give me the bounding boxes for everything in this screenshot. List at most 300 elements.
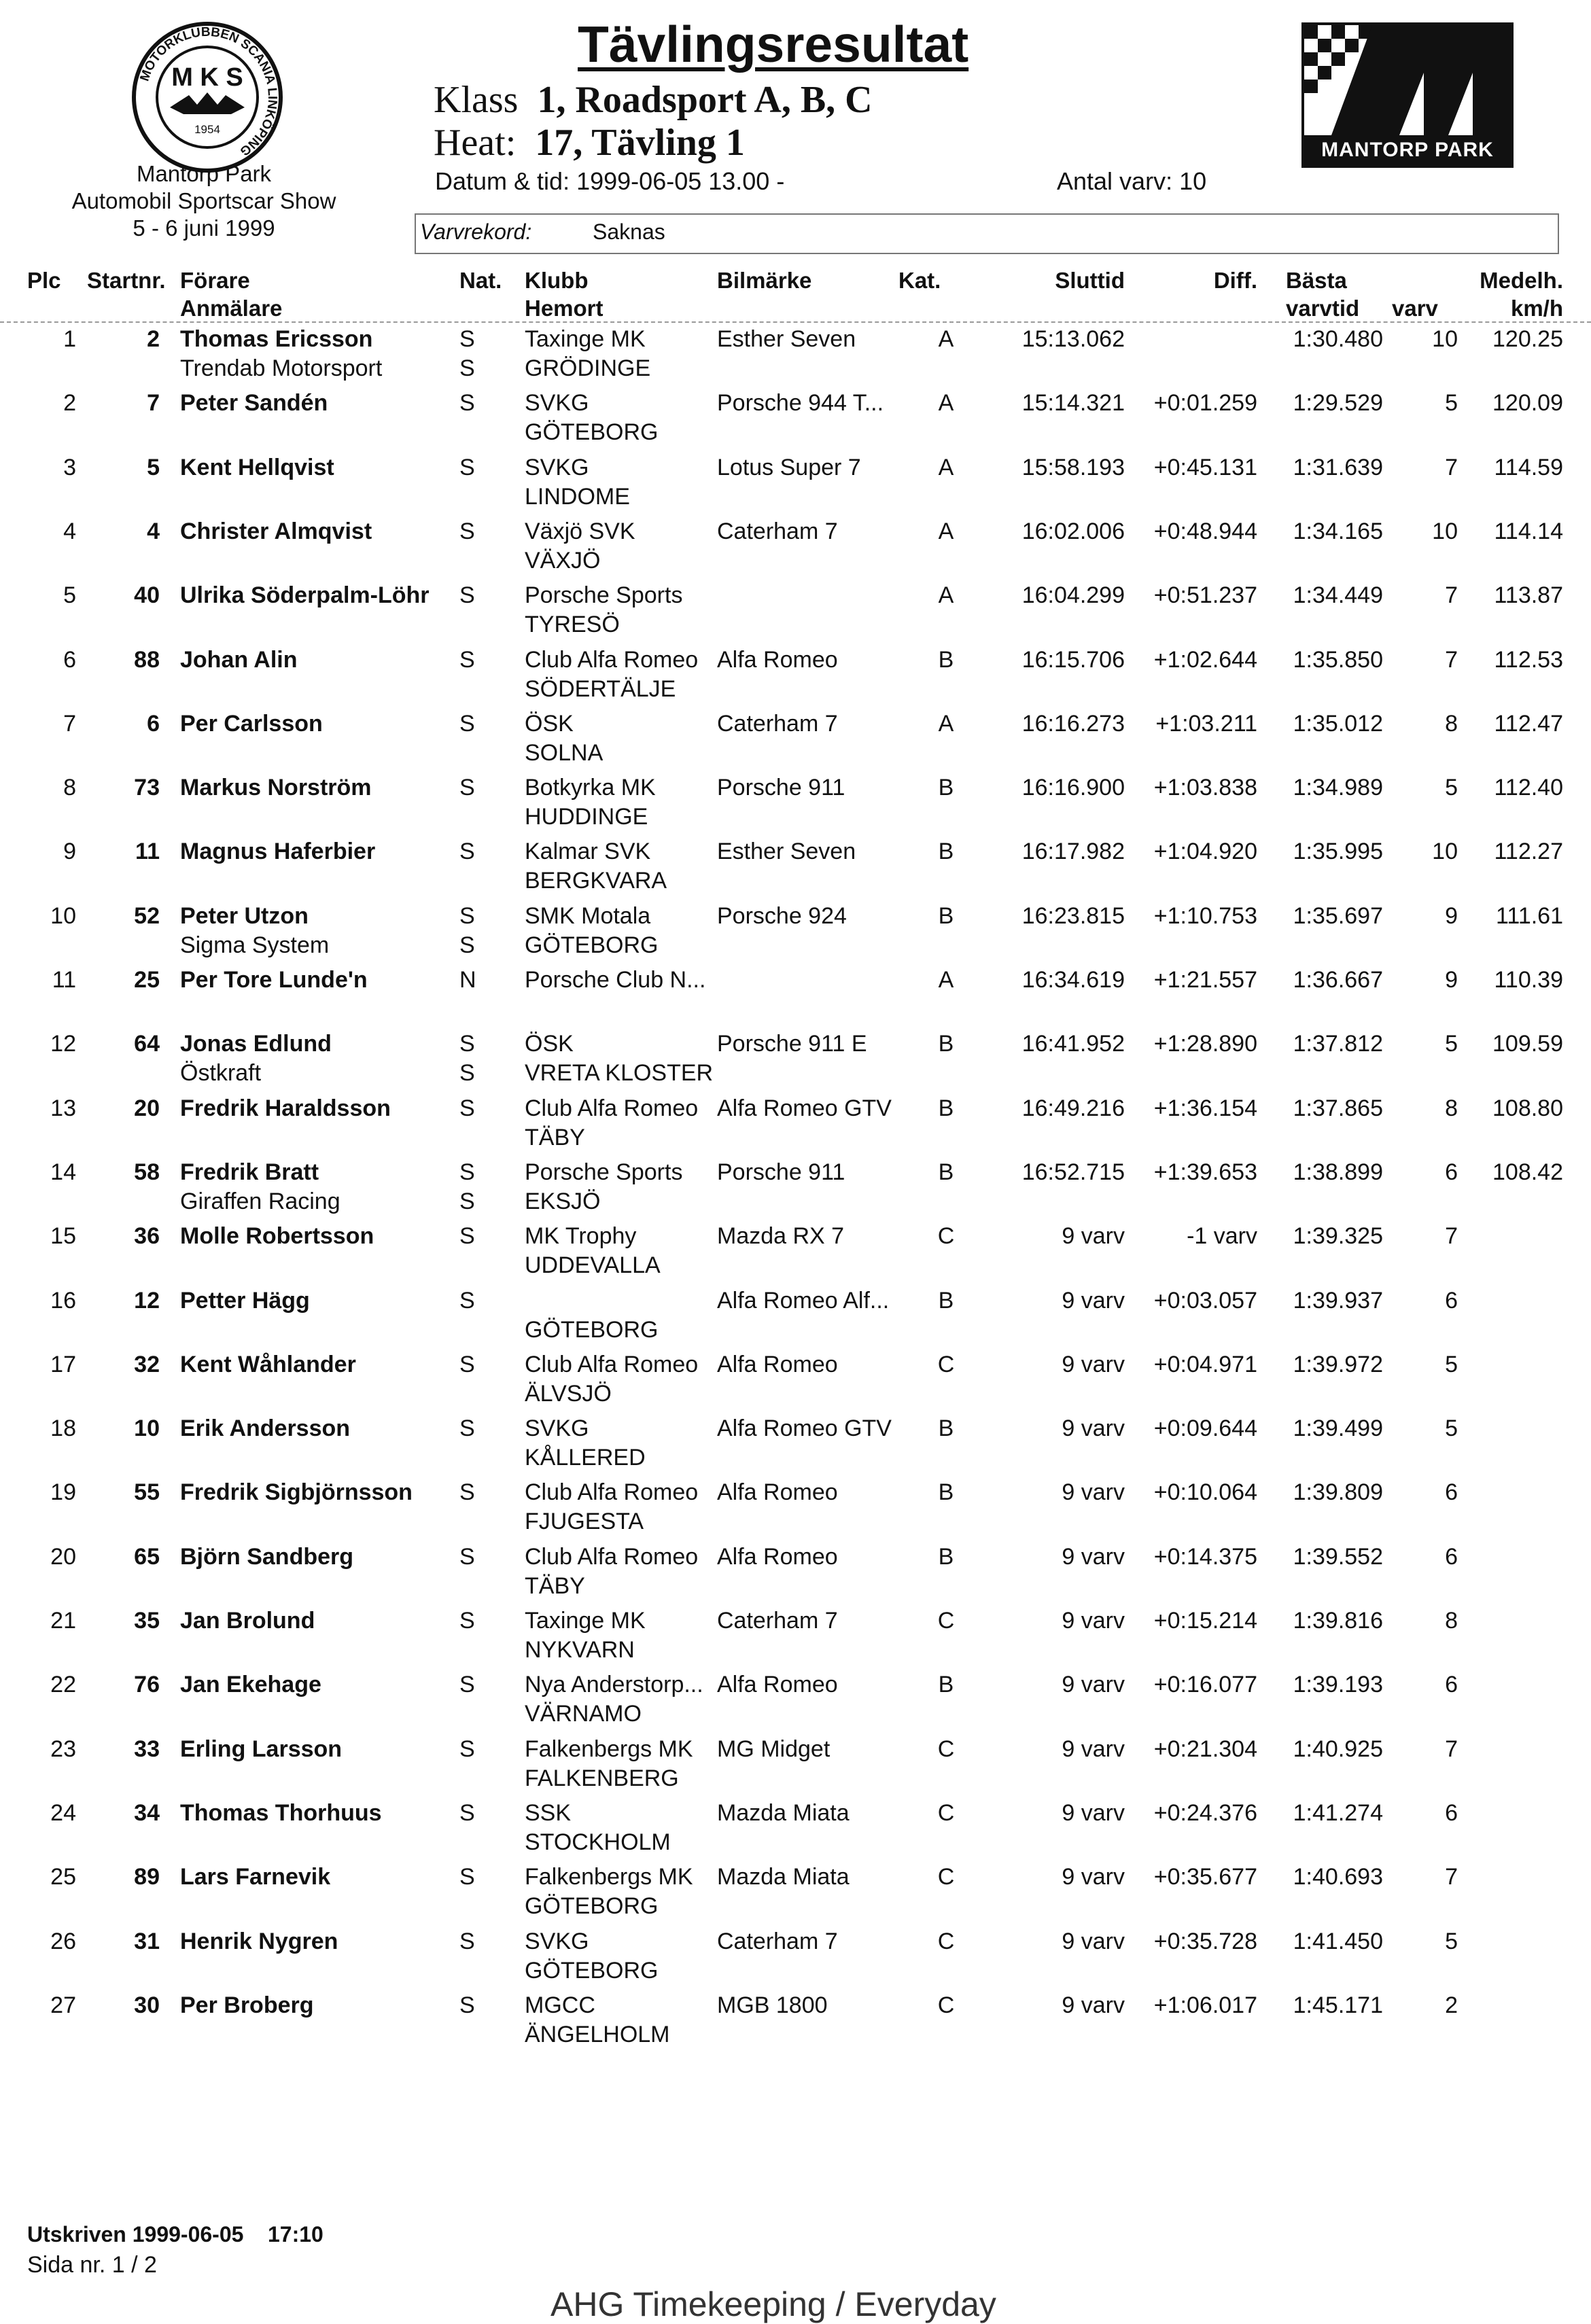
result-row bbox=[0, 1927, 1591, 1991]
cell-best-lap: 1:34.989 bbox=[1293, 775, 1383, 800]
cell-club: SVKG bbox=[525, 1415, 589, 1441]
cell-kat: C bbox=[937, 1608, 955, 1634]
header-divider bbox=[0, 321, 1591, 323]
cell-club: SVKG bbox=[525, 390, 589, 416]
cell-diff: +0:01.259 bbox=[1153, 390, 1257, 416]
cell-kat: A bbox=[938, 967, 954, 993]
cell-plc: 3 bbox=[63, 455, 76, 480]
col-basta: Bästa bbox=[1286, 268, 1347, 293]
antal-line bbox=[1057, 167, 1206, 196]
cell-startnr: 52 bbox=[134, 903, 160, 929]
cell-plc: 24 bbox=[50, 1800, 76, 1826]
cell-home: ÄNGELHOLM bbox=[525, 2022, 670, 2047]
cell-kat: C bbox=[937, 1352, 955, 1377]
cell-sluttid: 9 varv bbox=[1062, 1288, 1125, 1314]
cell-nat: S bbox=[459, 1800, 475, 1826]
result-row bbox=[0, 1222, 1591, 1286]
cell-home: GÖTEBORG bbox=[525, 932, 659, 958]
cell-nat-entrant: S bbox=[459, 1060, 475, 1086]
cell-car: Lotus Super 7 bbox=[717, 455, 861, 480]
cell-startnr: 20 bbox=[134, 1095, 160, 1121]
cell-kat: B bbox=[938, 1031, 954, 1057]
cell-diff: +1:02.644 bbox=[1153, 647, 1257, 673]
cell-startnr: 40 bbox=[134, 582, 160, 608]
cell-diff: +1:36.154 bbox=[1153, 1095, 1257, 1121]
cell-driver: Ulrika Söderpalm-Löhr bbox=[180, 582, 430, 608]
cell-nat: S bbox=[459, 1415, 475, 1441]
heat-label: Heat: bbox=[434, 122, 517, 164]
col-kmh: km/h bbox=[1510, 296, 1563, 321]
cell-startnr: 4 bbox=[147, 518, 160, 544]
cell-sluttid: 16:15.706 bbox=[1021, 647, 1125, 673]
result-row bbox=[0, 709, 1591, 773]
cell-plc: 13 bbox=[50, 1095, 76, 1121]
cell-best-lap: 1:39.816 bbox=[1293, 1608, 1383, 1634]
col-medelh: Medelh. bbox=[1480, 268, 1563, 293]
cell-best-lap: 1:39.193 bbox=[1293, 1672, 1383, 1697]
cell-driver: Kent Wåhlander bbox=[180, 1352, 356, 1377]
cell-startnr: 58 bbox=[134, 1159, 160, 1185]
cell-sluttid: 9 varv bbox=[1062, 1415, 1125, 1441]
cell-startnr: 12 bbox=[134, 1288, 160, 1314]
cell-nat: S bbox=[459, 1864, 475, 1890]
result-row bbox=[0, 1029, 1591, 1093]
cell-best-lap: 1:35.012 bbox=[1293, 711, 1383, 737]
cell-club: Botkyrka MK bbox=[525, 775, 656, 800]
cell-best-lap-nr: 5 bbox=[1445, 1031, 1458, 1057]
cell-car: Caterham 7 bbox=[717, 1608, 838, 1634]
result-row bbox=[0, 646, 1591, 709]
col-hemort: Hemort bbox=[525, 296, 604, 321]
result-row bbox=[0, 1414, 1591, 1478]
cell-diff: +0:15.214 bbox=[1153, 1608, 1257, 1634]
cell-startnr: 35 bbox=[134, 1608, 160, 1634]
lap-record-label: Varvrekord: bbox=[420, 219, 532, 244]
cell-home: SOLNA bbox=[525, 740, 604, 766]
cell-driver: Peter Utzon bbox=[180, 903, 309, 929]
cell-plc: 17 bbox=[50, 1352, 76, 1377]
cell-startnr: 89 bbox=[134, 1864, 160, 1890]
datum-line bbox=[435, 167, 784, 196]
cell-best-lap-nr: 7 bbox=[1445, 455, 1458, 480]
printed-timestamp bbox=[27, 2222, 324, 2247]
document-title: Tävlingsresultat bbox=[578, 16, 969, 73]
page-label: Sida nr. bbox=[27, 2252, 106, 2278]
mks-logo bbox=[129, 19, 285, 175]
cell-diff: +1:06.017 bbox=[1153, 1992, 1257, 2018]
cell-driver: Per Carlsson bbox=[180, 711, 323, 737]
cell-home: GÖTEBORG bbox=[525, 1893, 659, 1919]
cell-car: Caterham 7 bbox=[717, 711, 838, 737]
klass-line bbox=[434, 78, 873, 122]
cell-car: Porsche 911 E bbox=[717, 1031, 867, 1057]
result-row bbox=[0, 1735, 1591, 1799]
cell-home: VRETA KLOSTER bbox=[525, 1060, 714, 1086]
cell-car: Porsche 924 bbox=[717, 903, 847, 929]
cell-club: SMK Motala bbox=[525, 903, 651, 929]
event-dates: 5 - 6 juni 1999 bbox=[133, 215, 275, 241]
cell-nat: S bbox=[459, 455, 475, 480]
col-varv: varv bbox=[1392, 296, 1438, 321]
cell-nat: S bbox=[459, 1608, 475, 1634]
cell-home: GÖTEBORG bbox=[525, 419, 659, 445]
result-row bbox=[0, 453, 1591, 517]
cell-sluttid: 16:17.982 bbox=[1021, 839, 1125, 864]
cell-club: Club Alfa Romeo bbox=[525, 647, 699, 673]
cell-diff: +1:39.653 bbox=[1153, 1159, 1257, 1185]
cell-kat: C bbox=[937, 1800, 955, 1826]
cell-kat: A bbox=[938, 455, 954, 480]
cell-startnr: 2 bbox=[147, 326, 160, 352]
logo-right-text: MANTORP PARK bbox=[1304, 135, 1511, 165]
cell-car: Alfa Romeo bbox=[717, 1544, 838, 1570]
cell-plc: 27 bbox=[50, 1992, 76, 2018]
result-row bbox=[0, 1350, 1591, 1414]
cell-car: MGB 1800 bbox=[717, 1992, 828, 2018]
cell-best-lap: 1:39.809 bbox=[1293, 1479, 1383, 1505]
cell-best-lap-nr: 5 bbox=[1445, 1929, 1458, 1954]
cell-best-lap: 1:39.325 bbox=[1293, 1223, 1383, 1249]
cell-nat: S bbox=[459, 1031, 475, 1057]
datum-value: 1999-06-05 13.00 - bbox=[576, 167, 785, 195]
cell-sluttid: 9 varv bbox=[1062, 1672, 1125, 1697]
cell-home: TÄBY bbox=[525, 1125, 585, 1150]
page-value: 1 / 2 bbox=[111, 2252, 157, 2278]
cell-avg-speed: 120.25 bbox=[1492, 326, 1563, 352]
cell-sluttid: 9 varv bbox=[1062, 1736, 1125, 1762]
klass-label: Klass bbox=[434, 79, 519, 121]
cell-kat: C bbox=[937, 1223, 955, 1249]
event-name: Automobil Sportscar Show bbox=[71, 188, 336, 213]
cell-home: BERGKVARA bbox=[525, 868, 667, 894]
heat-value: 17, Tävling 1 bbox=[535, 122, 745, 164]
cell-home: GRÖDINGE bbox=[525, 355, 651, 381]
cell-nat: S bbox=[459, 1479, 475, 1505]
cell-nat-entrant: S bbox=[459, 355, 475, 381]
col-nat: Nat. bbox=[459, 268, 502, 293]
cell-plc: 25 bbox=[50, 1864, 76, 1890]
cell-best-lap: 1:34.449 bbox=[1293, 582, 1383, 608]
result-row bbox=[0, 517, 1591, 581]
cell-kat: B bbox=[938, 839, 954, 864]
cell-diff: +0:24.376 bbox=[1153, 1800, 1257, 1826]
cell-club: SVKG bbox=[525, 455, 589, 480]
cell-club: Porsche Sports bbox=[525, 1159, 683, 1185]
result-row bbox=[0, 1094, 1591, 1158]
cell-driver: Peter Sandén bbox=[180, 390, 328, 416]
cell-nat: S bbox=[459, 582, 475, 608]
cell-club: MK Trophy bbox=[525, 1223, 637, 1249]
cell-driver: Christer Almqvist bbox=[180, 518, 372, 544]
cell-kat: B bbox=[938, 1159, 954, 1185]
cell-driver: Petter Hägg bbox=[180, 1288, 310, 1314]
col-sluttid: Sluttid bbox=[1055, 268, 1125, 293]
cell-kat: A bbox=[938, 582, 954, 608]
cell-home: LINDOME bbox=[525, 484, 630, 510]
cell-car: Mazda Miata bbox=[717, 1864, 850, 1890]
cell-sluttid: 9 varv bbox=[1062, 1608, 1125, 1634]
cell-driver: Fredrik Haraldsson bbox=[180, 1095, 391, 1121]
cell-club: ÖSK bbox=[525, 1031, 574, 1057]
cell-sluttid: 15:14.321 bbox=[1021, 390, 1125, 416]
result-row bbox=[0, 966, 1591, 1029]
cell-sluttid: 9 varv bbox=[1062, 1992, 1125, 2018]
cell-diff: +0:48.944 bbox=[1153, 518, 1257, 544]
cell-nat: S bbox=[459, 390, 475, 416]
cell-best-lap-nr: 10 bbox=[1432, 326, 1458, 352]
cell-diff: +0:51.237 bbox=[1153, 582, 1257, 608]
cell-sluttid: 16:49.216 bbox=[1021, 1095, 1125, 1121]
cell-best-lap: 1:41.450 bbox=[1293, 1929, 1383, 1954]
cell-home: EKSJÖ bbox=[525, 1189, 601, 1214]
cell-diff: +1:04.920 bbox=[1153, 839, 1257, 864]
cell-avg-speed: 112.40 bbox=[1494, 775, 1563, 800]
cell-club: Taxinge MK bbox=[525, 326, 646, 352]
cell-best-lap-nr: 5 bbox=[1445, 1415, 1458, 1441]
cell-sluttid: 16:02.006 bbox=[1021, 518, 1125, 544]
cell-startnr: 6 bbox=[147, 711, 160, 737]
cell-best-lap-nr: 10 bbox=[1432, 839, 1458, 864]
cell-sluttid: 9 varv bbox=[1062, 1800, 1125, 1826]
cell-startnr: 64 bbox=[134, 1031, 160, 1057]
cell-club: Porsche Club N... bbox=[525, 967, 706, 993]
cell-best-lap: 1:39.499 bbox=[1293, 1415, 1383, 1441]
result-row bbox=[0, 1606, 1591, 1670]
cell-best-lap: 1:40.693 bbox=[1293, 1864, 1383, 1890]
cell-diff: -1 varv bbox=[1187, 1223, 1257, 1249]
cell-nat: S bbox=[459, 1929, 475, 1954]
cell-entrant: Östkraft bbox=[180, 1060, 262, 1086]
cell-sluttid: 16:16.900 bbox=[1021, 775, 1125, 800]
cell-car: Porsche 911 bbox=[717, 1159, 845, 1185]
cell-avg-speed: 111.61 bbox=[1496, 903, 1563, 929]
cell-best-lap-nr: 9 bbox=[1445, 903, 1458, 929]
cell-entrant: Giraffen Racing bbox=[180, 1189, 340, 1214]
cell-best-lap: 1:35.995 bbox=[1293, 839, 1383, 864]
cell-kat: C bbox=[937, 1736, 955, 1762]
cell-startnr: 10 bbox=[134, 1415, 160, 1441]
cell-sluttid: 16:23.815 bbox=[1021, 903, 1125, 929]
cell-diff: +0:21.304 bbox=[1153, 1736, 1257, 1762]
cell-kat: B bbox=[938, 1415, 954, 1441]
cell-best-lap-nr: 8 bbox=[1445, 711, 1458, 737]
cell-club: Falkenbergs MK bbox=[525, 1864, 693, 1890]
result-row bbox=[0, 902, 1591, 966]
col-startnr: Startnr. bbox=[87, 268, 166, 293]
cell-car: Alfa Romeo Alf... bbox=[717, 1288, 890, 1314]
cell-best-lap-nr: 6 bbox=[1445, 1544, 1458, 1570]
cell-nat: S bbox=[459, 1352, 475, 1377]
cell-sluttid: 9 varv bbox=[1062, 1544, 1125, 1570]
cell-diff: +0:45.131 bbox=[1153, 455, 1257, 480]
cell-best-lap-nr: 8 bbox=[1445, 1095, 1458, 1121]
cell-driver: Johan Alin bbox=[180, 647, 298, 673]
cell-home: UDDEVALLA bbox=[525, 1252, 661, 1278]
cell-best-lap: 1:35.850 bbox=[1293, 647, 1383, 673]
cell-kat: B bbox=[938, 1544, 954, 1570]
cell-diff: +1:03.838 bbox=[1153, 775, 1257, 800]
cell-avg-speed: 120.09 bbox=[1492, 390, 1563, 416]
cell-sluttid: 15:13.062 bbox=[1021, 326, 1125, 352]
lap-record-box bbox=[415, 213, 1559, 254]
cell-driver: Kent Hellqvist bbox=[180, 455, 334, 480]
cell-club: Kalmar SVK bbox=[525, 839, 651, 864]
cell-home: SÖDERTÄLJE bbox=[525, 676, 676, 702]
cell-sluttid: 16:41.952 bbox=[1021, 1031, 1125, 1057]
cell-best-lap: 1:39.552 bbox=[1293, 1544, 1383, 1570]
cell-plc: 4 bbox=[63, 518, 76, 544]
cell-home: KÅLLERED bbox=[525, 1445, 646, 1471]
cell-diff: +1:28.890 bbox=[1153, 1031, 1257, 1057]
col-kat: Kat. bbox=[898, 268, 941, 293]
cell-sluttid: 9 varv bbox=[1062, 1929, 1125, 1954]
cell-best-lap: 1:37.865 bbox=[1293, 1095, 1383, 1121]
cell-car: Alfa Romeo GTV bbox=[717, 1415, 892, 1441]
cell-avg-speed: 108.42 bbox=[1492, 1159, 1563, 1185]
cell-diff: +1:21.557 bbox=[1153, 967, 1257, 993]
cell-nat: S bbox=[459, 1736, 475, 1762]
cell-car: Alfa Romeo bbox=[717, 1672, 838, 1697]
cell-kat: C bbox=[937, 1929, 955, 1954]
cell-plc: 6 bbox=[63, 647, 76, 673]
result-row bbox=[0, 1158, 1591, 1222]
result-row bbox=[0, 389, 1591, 453]
cell-kat: A bbox=[938, 390, 954, 416]
cell-car: Alfa Romeo GTV bbox=[717, 1095, 892, 1121]
cell-plc: 1 bbox=[63, 326, 76, 352]
cell-nat: S bbox=[459, 903, 475, 929]
cell-best-lap: 1:35.697 bbox=[1293, 903, 1383, 929]
cell-best-lap-nr: 5 bbox=[1445, 775, 1458, 800]
cell-home: HUDDINGE bbox=[525, 804, 648, 830]
cell-home: VÄRNAMO bbox=[525, 1701, 642, 1727]
cell-driver: Erling Larsson bbox=[180, 1736, 343, 1762]
cell-home: TÄBY bbox=[525, 1573, 585, 1599]
cell-car: Mazda Miata bbox=[717, 1800, 850, 1826]
cell-nat: S bbox=[459, 1223, 475, 1249]
cell-car: MG Midget bbox=[717, 1736, 831, 1762]
cell-startnr: 32 bbox=[134, 1352, 160, 1377]
cell-plc: 2 bbox=[63, 390, 76, 416]
cell-diff: +0:14.375 bbox=[1153, 1544, 1257, 1570]
page-number bbox=[27, 2252, 157, 2278]
result-row bbox=[0, 837, 1591, 901]
result-row bbox=[0, 1543, 1591, 1606]
cell-club: Nya Anderstorp... bbox=[525, 1672, 703, 1697]
cell-nat: S bbox=[459, 1992, 475, 2018]
result-row bbox=[0, 325, 1591, 389]
cell-car: Caterham 7 bbox=[717, 518, 838, 544]
mantorp-park-logo bbox=[1301, 22, 1514, 168]
cell-diff: +1:03.211 bbox=[1155, 711, 1257, 737]
cell-driver: Fredrik Sigbjörnsson bbox=[180, 1479, 413, 1505]
heat-line bbox=[434, 121, 745, 164]
cell-driver: Per Tore Lunde'n bbox=[180, 967, 368, 993]
cell-best-lap-nr: 6 bbox=[1445, 1288, 1458, 1314]
cell-driver: Lars Farnevik bbox=[180, 1864, 331, 1890]
cell-startnr: 30 bbox=[134, 1992, 160, 2018]
cell-best-lap-nr: 7 bbox=[1445, 1223, 1458, 1249]
cell-entrant: Trendab Motorsport bbox=[180, 355, 383, 381]
cell-driver: Thomas Thorhuus bbox=[180, 1800, 382, 1826]
cell-best-lap-nr: 8 bbox=[1445, 1608, 1458, 1634]
cell-driver: Jan Ekehage bbox=[180, 1672, 321, 1697]
lap-record-value: Saknas bbox=[593, 219, 665, 244]
cell-kat: C bbox=[937, 1864, 955, 1890]
cell-nat: S bbox=[459, 1544, 475, 1570]
venue-name: Mantorp Park bbox=[136, 161, 272, 186]
cell-home: ÄLVSJÖ bbox=[525, 1381, 612, 1407]
printed-value: 1999-06-05 17:10 bbox=[132, 2222, 324, 2247]
cell-plc: 14 bbox=[50, 1159, 76, 1185]
cell-driver: Fredrik Bratt bbox=[180, 1159, 319, 1185]
cell-car: Alfa Romeo bbox=[717, 1479, 838, 1505]
cell-best-lap-nr: 7 bbox=[1445, 582, 1458, 608]
cell-plc: 20 bbox=[50, 1544, 76, 1570]
cell-kat: A bbox=[938, 711, 954, 737]
cell-nat: S bbox=[459, 1095, 475, 1121]
cell-diff: +0:35.728 bbox=[1153, 1929, 1257, 1954]
cell-sluttid: 16:52.715 bbox=[1021, 1159, 1125, 1185]
cell-sluttid: 9 varv bbox=[1062, 1352, 1125, 1377]
cell-sluttid: 16:34.619 bbox=[1021, 967, 1125, 993]
cell-club: Club Alfa Romeo bbox=[525, 1095, 699, 1121]
cell-avg-speed: 108.80 bbox=[1492, 1095, 1563, 1121]
cell-diff: +0:10.064 bbox=[1153, 1479, 1257, 1505]
result-row bbox=[0, 1670, 1591, 1734]
cell-best-lap: 1:40.925 bbox=[1293, 1736, 1383, 1762]
cell-plc: 8 bbox=[63, 775, 76, 800]
cell-startnr: 88 bbox=[134, 647, 160, 673]
cell-avg-speed: 114.14 bbox=[1494, 518, 1563, 544]
cell-kat: B bbox=[938, 903, 954, 929]
cell-best-lap: 1:36.667 bbox=[1293, 967, 1383, 993]
logo-ring-text: MOTORKLUBBEN SCANIA LINKÖPING bbox=[137, 24, 280, 159]
cell-car: Mazda RX 7 bbox=[717, 1223, 845, 1249]
cell-diff: +1:10.753 bbox=[1153, 903, 1257, 929]
cell-avg-speed: 110.39 bbox=[1494, 967, 1563, 993]
cell-nat-entrant: S bbox=[459, 1189, 475, 1214]
cell-club: Porsche Sports bbox=[525, 582, 683, 608]
cell-avg-speed: 113.87 bbox=[1494, 582, 1563, 608]
cell-home: STOCKHOLM bbox=[525, 1829, 671, 1855]
cell-driver: Thomas Ericsson bbox=[180, 326, 373, 352]
result-row bbox=[0, 581, 1591, 645]
cell-nat: S bbox=[459, 1159, 475, 1185]
cell-club: SVKG bbox=[525, 1929, 589, 1954]
cell-startnr: 73 bbox=[134, 775, 160, 800]
cell-club: Club Alfa Romeo bbox=[525, 1544, 699, 1570]
cell-club: Taxinge MK bbox=[525, 1608, 646, 1634]
cell-diff: +0:16.077 bbox=[1153, 1672, 1257, 1697]
klass-value: 1, Roadsport A, B, C bbox=[537, 79, 873, 121]
logo-year: 1954 bbox=[194, 123, 220, 136]
cell-plc: 23 bbox=[50, 1736, 76, 1762]
cell-plc: 19 bbox=[50, 1479, 76, 1505]
cell-plc: 5 bbox=[63, 582, 76, 608]
cell-kat: B bbox=[938, 1288, 954, 1314]
cell-home: GÖTEBORG bbox=[525, 1317, 659, 1343]
cell-kat: B bbox=[938, 1672, 954, 1697]
cell-home: FALKENBERG bbox=[525, 1765, 679, 1791]
cell-best-lap: 1:37.812 bbox=[1293, 1031, 1383, 1057]
cell-best-lap-nr: 7 bbox=[1445, 647, 1458, 673]
cell-nat: S bbox=[459, 775, 475, 800]
cell-home: FJUGESTA bbox=[525, 1509, 644, 1534]
cell-plc: 7 bbox=[63, 711, 76, 737]
cell-avg-speed: 114.59 bbox=[1494, 455, 1563, 480]
cell-plc: 22 bbox=[50, 1672, 76, 1697]
